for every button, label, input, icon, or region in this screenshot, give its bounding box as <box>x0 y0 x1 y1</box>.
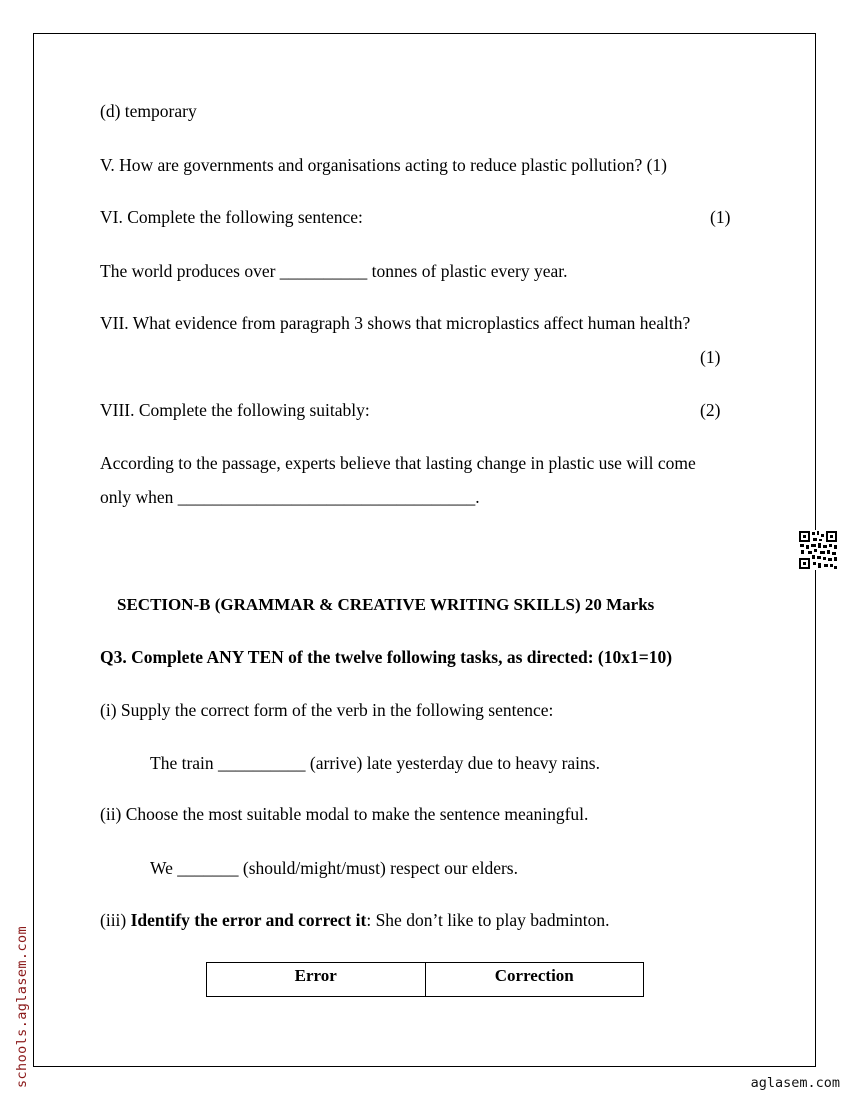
question-viii-line1: According to the passage, experts believe that lasting change in plastic use will come <box>100 453 696 473</box>
side-watermark[interactable]: schools.aglasem.com <box>14 925 30 1088</box>
q3-heading: Q3. Complete ANY TEN of the twelve following tasks, as directed: (10x1=10) <box>100 647 673 667</box>
question-viii-line2: only when __________________________________. <box>100 487 480 507</box>
bottom-watermark[interactable]: aglasem.com <box>750 1075 840 1091</box>
question-vi: VI. Complete the following sentence: <box>100 207 363 227</box>
task-iii-instruction: Identify the error and correct it <box>130 910 367 930</box>
question-vii: VII. What evidence from paragraph 3 shows that microplastics affect human health? <box>100 313 691 333</box>
qr-code-icon[interactable] <box>798 530 838 570</box>
task-ii-sentence: We _______ (should/might/must) respect our elders. <box>150 858 518 878</box>
task-i-instruction: (i) Supply the correct form of the verb in the following sentence: <box>100 700 554 720</box>
correction-column-header: Correction <box>425 963 644 997</box>
task-ii-instruction: (ii) Choose the most suitable modal to make the sentence meaningful. <box>100 804 589 824</box>
question-vii-marks: (1) <box>700 347 721 367</box>
question-vi-marks: (1) <box>710 207 731 227</box>
section-b-title: SECTION-B (GRAMMAR & CREATIVE WRITING SKILLS) 20 Marks <box>117 595 655 614</box>
question-viii: VIII. Complete the following suitably: <box>100 400 370 420</box>
option-d: (d) temporary <box>100 101 197 121</box>
error-column-header: Error <box>207 963 426 997</box>
task-i-sentence: The train __________ (arrive) late yesterday due to heavy rains. <box>150 753 600 773</box>
question-vi-sentence: The world produces over __________ tonnes of plastic every year. <box>100 261 568 281</box>
error-correction-table <box>206 962 644 997</box>
task-iii <box>100 912 610 930</box>
task-iii-sentence: : She don’t like to play badminton. <box>366 910 610 930</box>
task-iii-number: (iii) <box>100 910 131 930</box>
table-header-row <box>207 963 644 997</box>
question-v: V. How are governments and organisations acting to reduce plastic pollution? (1) <box>100 155 667 175</box>
question-viii-marks: (2) <box>700 400 721 420</box>
